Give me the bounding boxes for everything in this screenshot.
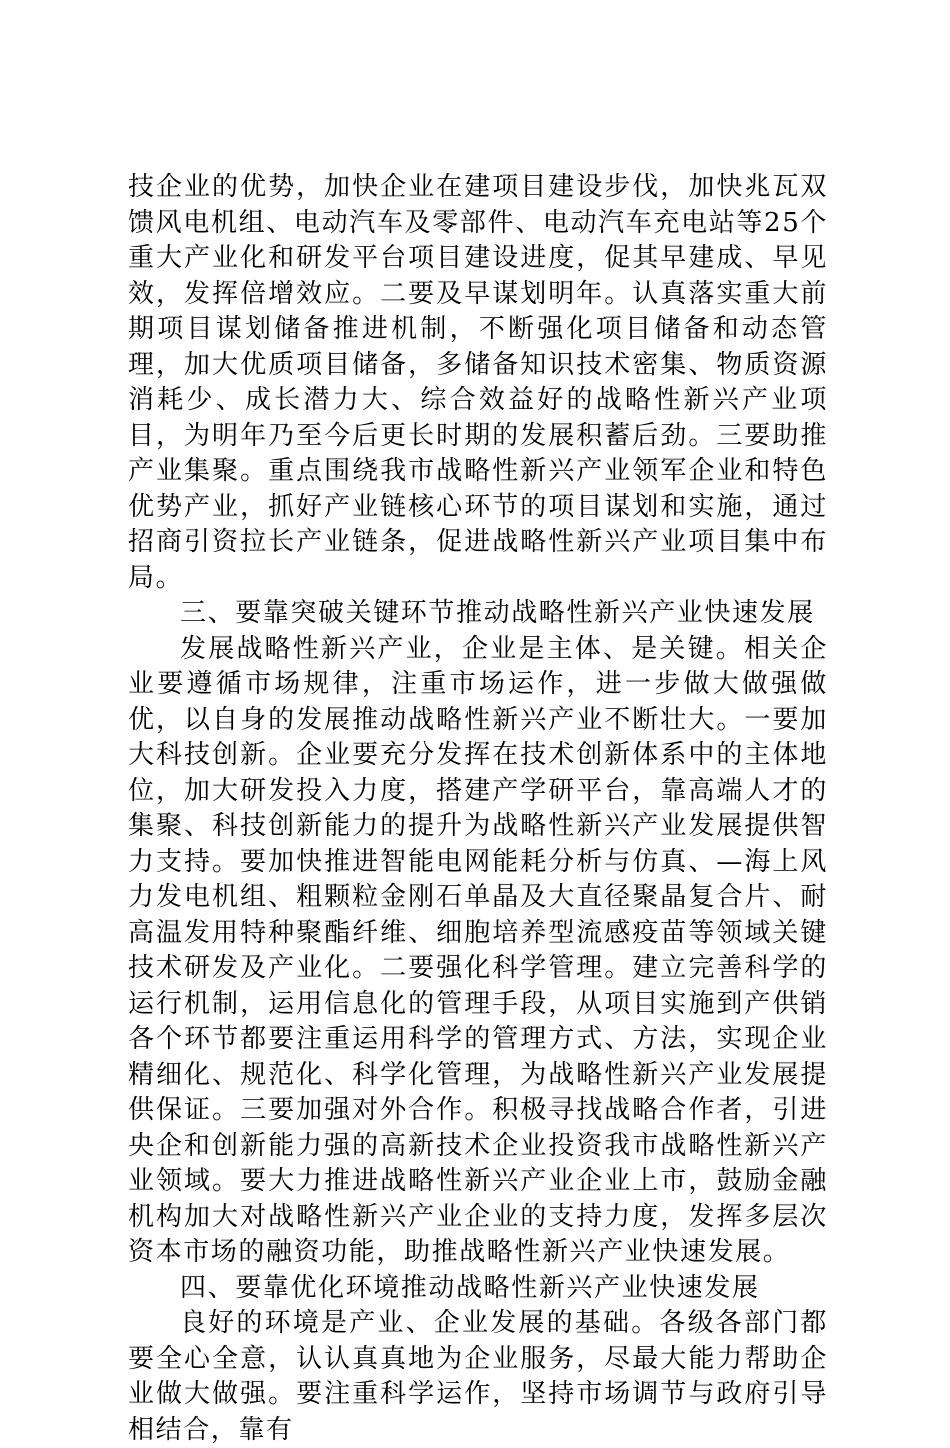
section-heading: 三、要靠突破关键环节推动战略性新兴产业快速发展 xyxy=(180,598,815,628)
section-heading: 四、要靠优化环境推动战略性新兴产业快速发展 xyxy=(180,1272,760,1303)
body-paragraph: 技企业的优势，加快企业在建项目建设步伐，加快兆瓦双馈风电机组、电动汽车及零部件、电动汽车充电站等25个重大产业化和研发平台项目建设进度，促其早建成、早见效，发挥倍增效应。二要及早谋划明年。认真落实重大前期项目谋划储备推进机制，不断强化项目储备和动态管理，加大优质项目储备，多储备知识技术密集、物质资源消耗少、成长潜力大、综合效益好的战略性新兴产业项目，为明年乃至今后更长时期的发展积蓄后劲。三要助推产业集聚。重点围绕我市战略性新兴产业领军企业和特色优势产业，抓好产业链核心环节的项目谋划和实施，通过招商引资拉长产业链条，促进战略性新兴产业项目集中布局。 xyxy=(128,172,828,593)
body-paragraph: 发展战略性新兴产业，企业是主体、是关键。相关企业要遵循市场规律，注重市场运作，进一步做大做强做优，以自身的发展推动战略性新兴产业不断壮大。一要加大科技创新。企业要充分发挥在技术创新体系中的主体地位，加大研发投入力度，搭建产学研平台，靠高端人才的集聚、科技创新能力的提升为战略性新兴产业发展提供智力支持。要加快推进智能电网能耗分析与仿真、—海上风力发电机组、粗颗粒金刚石单晶及大直径聚晶复合片、耐高温发用特种聚酯纤维、细胞培养型流感疫苗等领域关键技术研发及产业化。二要强化科学管理。建立完善科学的运行机制，运用信息化的管理手段，从项目实施到产供销各个环节都要注重运用科学的管理方式、方法，实现企业精细化、规范化、科学化管理，为战略性新兴产业发展提供保证。三要加强对外合作。积极寻找战略合作者，引进央企和创新能力强的高新技术企业投资我市战略性新兴产业领域。要大力推进战略性新兴产业企业上市，鼓励金融机构加大对战略性新兴产业企业的支持力度，发挥多层次资本市场的融资功能，助推战略性新兴产业快速发展。 xyxy=(128,633,828,1267)
document-page xyxy=(128,170,828,1448)
body-paragraph: 良好的环境是产业、企业发展的基础。各级各部门都要全心全意，认认真真地为企业服务，尽最大能力帮助企业做大做强。要注重科学运作，坚持市场调节与政府引导相结合，靠有 xyxy=(128,1308,828,1445)
